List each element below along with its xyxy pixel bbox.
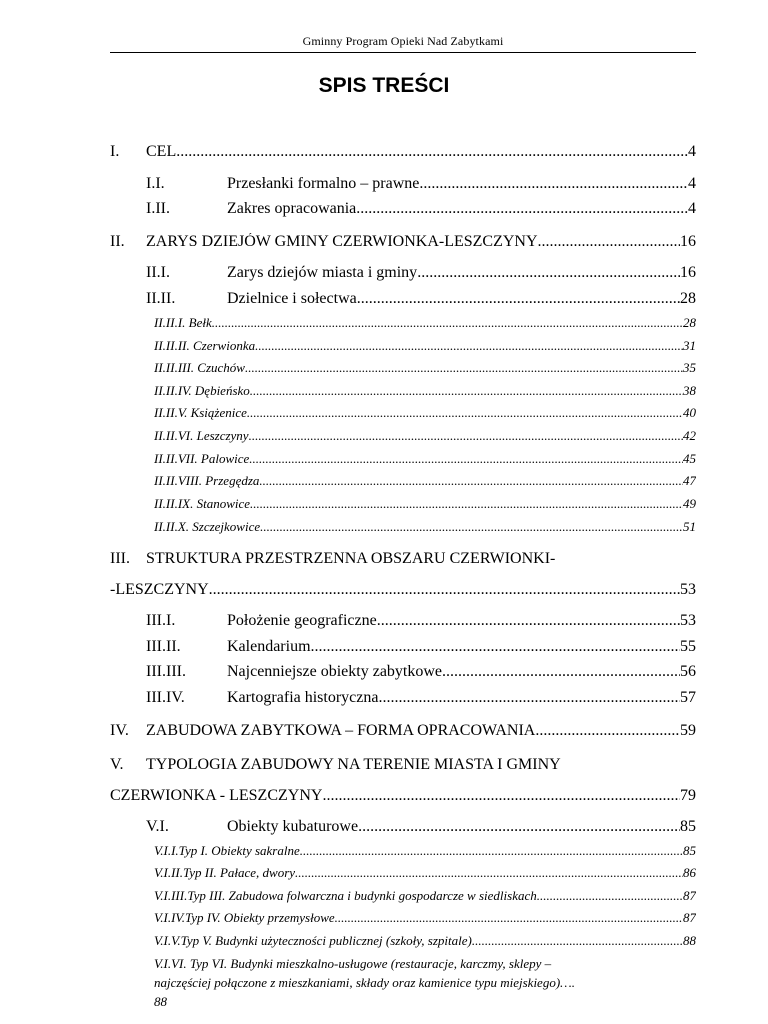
toc-title: CEL [146, 143, 177, 160]
toc-entry-palowice[interactable] [154, 451, 696, 467]
toc-title: ZARYS DZIEJÓW GMINY CZERWIONKA-LESZCZYNY [146, 233, 538, 250]
toc-page: 85 [680, 818, 696, 835]
toc-number: III.IV. [146, 689, 185, 706]
toc-page: 87 [683, 910, 696, 925]
toc-entry-typ-3[interactable] [154, 888, 696, 904]
toc-entry-struktura-cont[interactable] [110, 581, 696, 599]
toc-entry-kartografia[interactable] [146, 689, 696, 707]
toc-page: 4 [688, 175, 696, 192]
toc-page: 87 [683, 888, 696, 903]
leader-dots [176, 143, 688, 161]
toc-entry-zarys-dziejow-miasta[interactable] [146, 264, 696, 282]
toc-entry-ksiazenice[interactable] [154, 405, 696, 421]
leader-dots [535, 722, 680, 740]
toc-title: II.II.IV. Dębieńsko [154, 383, 250, 398]
toc-title-line-1: V.I.VI. Typ VI. Budynki mieszkalno-usługowe (restauracje, karczmy, sklepy – [154, 956, 552, 971]
toc-number: III. [110, 550, 130, 567]
toc-page: 53 [680, 612, 696, 629]
toc-page: 47 [683, 473, 696, 488]
toc-title: Obiekty kubaturowe [227, 818, 359, 835]
toc-entry-typ-5[interactable] [154, 933, 696, 949]
toc-entry-polozenie[interactable] [146, 612, 696, 630]
toc-page: 38 [683, 383, 696, 398]
leader-dots [247, 405, 683, 421]
toc-title: TYPOLOGIA ZABUDOWY NA TERENIE MIASTA I GMINY [146, 756, 561, 773]
toc-page: 86 [683, 865, 696, 880]
leader-dots [419, 175, 688, 193]
toc-title: Kalendarium [227, 638, 311, 655]
toc-page: 49 [683, 496, 696, 511]
toc-entry-struktura[interactable] [110, 550, 555, 568]
leader-dots [357, 290, 680, 308]
toc-number: III.II. [146, 638, 181, 655]
toc-page: 16 [680, 264, 696, 281]
toc-page: 88 [683, 933, 696, 948]
toc-entry-cel[interactable] [110, 143, 696, 161]
toc-page: 51 [683, 519, 696, 534]
toc-page: 16 [680, 233, 696, 250]
leader-dots [295, 865, 683, 881]
toc-page: 4 [688, 200, 696, 217]
header-rule [110, 52, 696, 53]
leader-dots [538, 233, 680, 251]
leader-dots [260, 519, 683, 535]
leader-dots [537, 888, 683, 904]
toc-entry-dzielnice[interactable] [146, 290, 696, 308]
toc-number: II.II. [146, 290, 176, 307]
leader-dots [249, 428, 683, 444]
toc-title: ZABUDOWA ZABYTKOWA – FORMA OPRACOWANIA [146, 722, 536, 739]
toc-title: Zarys dziejów miasta i gminy [227, 264, 418, 281]
leader-dots [245, 360, 683, 376]
leader-dots [300, 843, 683, 859]
toc-entry-czuchow[interactable] [154, 360, 696, 376]
toc-number: III.III. [146, 663, 186, 680]
leader-dots [311, 638, 680, 656]
toc-page: 88 [154, 994, 167, 1009]
toc-page: 28 [680, 290, 696, 307]
toc-page: 79 [680, 787, 696, 804]
toc-page: 85 [683, 843, 696, 858]
toc-page: 59 [680, 722, 696, 739]
toc-title-line-2: najczęściej połączone z mieszkaniami, składy oraz kamienice typu miejskiego)…. [154, 975, 575, 990]
toc-page: 57 [680, 689, 696, 706]
toc-entry-obiekty-kubaturowe[interactable] [146, 818, 696, 836]
toc-page: 55 [680, 638, 696, 655]
toc-entry-typologia[interactable] [110, 756, 561, 774]
running-header: Gminny Program Opieki Nad Zabytkami [302, 34, 504, 48]
toc-entry-zarys-dziejow-gminy[interactable] [110, 233, 696, 251]
toc-title: V.I.IV.Typ IV. Obiekty przemysłowe [154, 910, 335, 925]
leader-dots [209, 581, 680, 599]
toc-page: 42 [683, 428, 696, 443]
toc-title: II.II.X. Szczejkowice [154, 519, 261, 534]
leader-dots [249, 451, 683, 467]
toc-title: II.II.II. Czerwionka [154, 338, 256, 353]
toc-entry-kalendarium[interactable] [146, 638, 696, 656]
toc-title: V.I.I.Typ I. Obiekty sakralne [154, 843, 300, 858]
leader-dots [472, 933, 683, 949]
toc-title: Przesłanki formalno – prawne [227, 175, 420, 192]
toc-number: II. [110, 233, 125, 250]
toc-title: II.II.V. Książenice [154, 405, 247, 420]
toc-entry-typ-4[interactable] [154, 910, 696, 926]
toc-title: Położenie geograficzne [227, 612, 377, 629]
leader-dots [250, 383, 683, 399]
toc-page: 45 [683, 451, 696, 466]
toc-title: II.II.IX. Stanowice [154, 496, 251, 511]
toc-title: V.I.V.Typ V. Budynki użyteczności publicznej (szkoły, szpitale) [154, 933, 472, 948]
toc-title: Dzielnice i sołectwa [227, 290, 357, 307]
toc-title: V.I.III.Typ III. Zabudowa folwarczna i budynki gospodarcze w siedliskach [154, 888, 537, 903]
leader-dots [358, 818, 680, 836]
toc-entry-typ-2[interactable] [154, 865, 696, 881]
toc-page: 31 [683, 338, 696, 353]
toc-entry-zabudowa-zabytkowa[interactable] [110, 722, 696, 740]
toc-entry-stanowice[interactable] [154, 496, 696, 512]
leader-dots [259, 473, 683, 489]
toc-entry-przegedza[interactable] [154, 473, 696, 489]
toc-title: V.I.II.Typ II. Pałace, dwory [154, 865, 296, 880]
toc-entry-najcenniejsze[interactable] [146, 663, 696, 681]
toc-page: 35 [683, 360, 696, 375]
toc-title: Kartografia historyczna [227, 689, 379, 706]
toc-title: II.II.I. Bełk [154, 315, 212, 330]
toc-title-continued: CZERWIONKA - LESZCZYNY [110, 787, 323, 804]
leader-dots [335, 910, 683, 926]
toc-entry-typologia-cont[interactable] [110, 787, 696, 805]
toc-number: III.I. [146, 612, 176, 629]
toc-page: 56 [680, 663, 696, 680]
toc-page: 28 [683, 315, 696, 330]
toc-title: II.II.VI. Leszczyny [154, 428, 249, 443]
toc-entry-leszczyny[interactable] [154, 428, 696, 444]
toc-title: Najcenniejsze obiekty zabytkowe [227, 663, 443, 680]
toc-number: I.I. [146, 175, 165, 192]
toc-title: II.II.III. Czuchów [154, 360, 245, 375]
toc-number: II.I. [146, 264, 170, 281]
leader-dots [250, 496, 683, 512]
page-title: SPIS TREŚCI [318, 74, 450, 97]
toc-entry-belk[interactable] [154, 315, 696, 331]
leader-dots [356, 200, 688, 218]
toc-title: STRUKTURA PRZESTRZENNA OBSZARU CZERWIONKI- [146, 550, 556, 567]
leader-dots [212, 315, 683, 331]
toc-entry-szczejkowice[interactable] [154, 519, 696, 535]
toc-entry-czerwionka[interactable] [154, 338, 696, 354]
toc-page: 40 [683, 405, 696, 420]
leader-dots [322, 787, 680, 805]
leader-dots [378, 689, 680, 707]
leader-dots [377, 612, 680, 630]
toc-title: II.II.VIII. Przegędza [154, 473, 260, 488]
leader-dots [417, 264, 680, 282]
toc-entry-debiensko[interactable] [154, 383, 696, 399]
toc-number: I.II. [146, 200, 170, 217]
toc-number: V.I. [146, 818, 169, 835]
toc-entry-typ-1[interactable] [154, 843, 696, 859]
toc-title: Zakres opracowania [227, 200, 357, 217]
leader-dots [255, 338, 683, 354]
toc-number: IV. [110, 722, 129, 739]
toc-page: 53 [680, 581, 696, 598]
toc-entry-zakres[interactable] [146, 200, 696, 218]
toc-title-continued: -LESZCZYNY [110, 581, 209, 598]
toc-number: I. [110, 143, 120, 160]
leader-dots [442, 663, 680, 681]
toc-number: V. [110, 756, 124, 773]
toc-page: 4 [688, 143, 696, 160]
toc-entry-przeslanki[interactable] [146, 175, 696, 193]
toc-title: II.II.VII. Palowice [154, 451, 250, 466]
